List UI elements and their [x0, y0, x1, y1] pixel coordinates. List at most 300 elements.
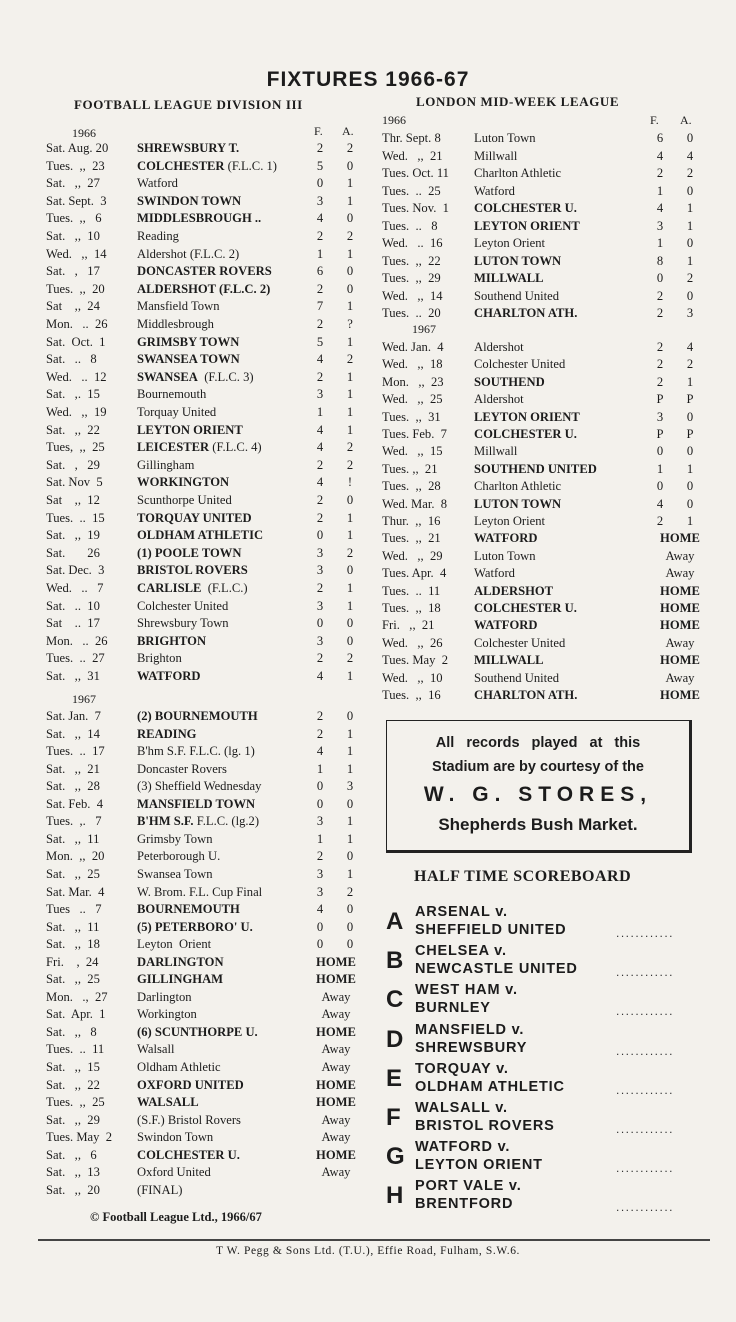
- fixture-opponent: [137, 562, 248, 579]
- fixture-opponent: [137, 527, 263, 544]
- scoreboard-letter: B: [386, 947, 404, 975]
- fixture-row: [46, 457, 366, 474]
- fixture-opponent: [474, 670, 559, 687]
- fixture-row: [46, 919, 366, 936]
- opponent-name: (5) PETERBORO' U.: [137, 919, 253, 934]
- score-blank-dots: ............: [616, 926, 675, 940]
- fixture-date: Fri. , 24: [46, 954, 99, 969]
- goals-against: ?: [347, 317, 353, 331]
- goals-for: 2: [316, 369, 324, 384]
- scoreboard-home-team: PORT VALE v.: [415, 1178, 522, 1195]
- scoreboard-home-team: MANSFIELD v.: [415, 1021, 525, 1038]
- fixture-opponent: [137, 813, 259, 830]
- fixture-note: (F.L.C. 3): [197, 369, 254, 384]
- goals-for: 2: [316, 281, 324, 296]
- fixture-date: Wed. ,, 19: [46, 405, 107, 419]
- goals-against: 0: [686, 479, 694, 494]
- fixture-date: Sat. Dec. 3: [46, 563, 105, 578]
- scoreboard-item-b: [386, 943, 706, 983]
- opponent-name: LUTON TOWN: [474, 496, 562, 511]
- goals-against: 1: [346, 761, 354, 776]
- half-time-scoreboard-title: HALF TIME SCOREBOARD: [414, 868, 632, 885]
- opponent-name: Mansfield Town: [137, 299, 220, 314]
- fixture-date: Wed. ,, 14: [382, 288, 443, 303]
- fixture-row: [46, 884, 366, 901]
- opponent-name: (S.F.) Bristol Rovers: [137, 1112, 241, 1127]
- opponent-name: Bournemouth: [137, 387, 207, 402]
- venue-label: Away: [321, 1165, 351, 1180]
- opponent-name: ALDERSHOT: [474, 583, 554, 598]
- fixture-row: [382, 183, 702, 200]
- venue-label: HOME: [316, 1077, 356, 1092]
- fixture-opponent: [474, 652, 544, 669]
- goals-for: 0: [316, 528, 324, 543]
- fixture-opponent: [474, 426, 577, 443]
- goals-against: 1: [346, 387, 354, 402]
- fixture-row: [46, 1182, 366, 1199]
- fixture-row: [382, 530, 702, 547]
- goals-for: 1: [316, 246, 324, 261]
- venue-label: Away: [665, 566, 695, 581]
- fixture-opponent: [137, 175, 178, 192]
- opponent-name: Middlesbrough: [137, 317, 214, 331]
- page-title: FIXTURES 1966-67: [266, 68, 470, 91]
- opponent-name: Darlington: [137, 989, 192, 1004]
- footer-divider: [38, 1239, 710, 1241]
- fixture-row: [46, 210, 366, 227]
- venue-label: HOME: [660, 583, 700, 598]
- goals-against: 1: [346, 528, 354, 543]
- fixture-opponent: [137, 761, 227, 778]
- opponent-name: SWANSEA TOWN: [137, 352, 240, 367]
- goals-for: 0: [316, 176, 324, 191]
- fixture-opponent: [137, 210, 261, 227]
- goals-against: 4: [686, 340, 694, 354]
- fixture-opponent: [137, 884, 262, 901]
- fixture-note: (F.L.C. 1): [224, 158, 277, 173]
- fixture-date: Tues. Nov. 1: [382, 201, 449, 215]
- fixture-date: Sat. ,, 11: [46, 919, 100, 934]
- goals-for: 0: [656, 271, 664, 285]
- opponent-name: ALDERSHOT (F.L.C. 2): [137, 281, 271, 296]
- fixture-note: (F.L.C.): [201, 581, 248, 595]
- goals-against: 0: [686, 183, 694, 198]
- opponent-name: OXFORD UNITED: [137, 1077, 244, 1092]
- goals-against: 1: [346, 405, 354, 419]
- fixture-opponent: [137, 615, 229, 632]
- fixture-date: Wed. ,, 15: [382, 444, 443, 459]
- fixture-opponent: [137, 1024, 258, 1041]
- fixture-opponent: [474, 617, 537, 634]
- scoreboard-away-team: OLDHAM ATHLETIC: [415, 1078, 565, 1095]
- fixture-row: [382, 218, 702, 235]
- fixture-opponent: [137, 1077, 244, 1094]
- fixture-opponent: [137, 743, 255, 760]
- fixture-date: Sat. , 17: [46, 264, 100, 279]
- fixture-opponent: [474, 339, 524, 356]
- fixture-date: Sat. ,, 22: [46, 422, 100, 437]
- scoreboard-item-f: [386, 1100, 706, 1140]
- opponent-name: LEYTON ORIENT: [137, 422, 243, 437]
- fixture-opponent: [137, 848, 220, 865]
- fixture-row: [46, 633, 366, 650]
- opponent-name: TORQUAY UNITED: [137, 510, 252, 525]
- fixture-opponent: [137, 158, 277, 175]
- fixture-note: (F.L.C. 4): [209, 440, 262, 455]
- fixture-row: [46, 404, 366, 421]
- fixture-date: Sat. ,, 31: [46, 669, 100, 683]
- fixture-date: Sat. ,. 15: [46, 387, 100, 402]
- league-year-1966: 1966: [72, 126, 96, 140]
- fixture-date: Mon. ,, 20: [46, 849, 105, 864]
- venue-label: HOME: [660, 531, 700, 546]
- fixture-date: Sat. ,, 11: [46, 831, 100, 846]
- goals-against: 2: [346, 229, 354, 243]
- goals-for: 0: [316, 937, 324, 952]
- fixture-row: [382, 461, 702, 478]
- fixture-opponent: [474, 600, 577, 617]
- fixture-opponent: [137, 936, 211, 953]
- scoreboard-item-h: [386, 1178, 706, 1218]
- goals-against: 0: [686, 496, 694, 511]
- fixture-opponent: [474, 461, 597, 478]
- fixture-date: Wed. .. 16: [382, 236, 443, 250]
- goals-for: 1: [656, 461, 664, 476]
- opponent-name: COLCHESTER: [137, 158, 225, 173]
- goals-against: 0: [346, 616, 354, 631]
- opponent-name: WATFORD: [474, 531, 538, 546]
- goals-for: 1: [316, 761, 324, 776]
- goals-for: 2: [316, 849, 324, 864]
- fixture-opponent: [137, 919, 253, 936]
- fixture-opponent: [474, 496, 561, 513]
- opponent-name: SOUTHEND UNITED: [474, 461, 597, 476]
- fixture-date: Wed. ,, 18: [382, 357, 443, 372]
- goals-for: 4: [656, 201, 664, 215]
- fixture-row: [46, 1112, 366, 1129]
- fixture-row: [46, 615, 366, 632]
- fixture-date: Tues. ,, 6: [46, 211, 102, 226]
- goals-for: 2: [316, 457, 324, 472]
- goals-for: 4: [656, 148, 664, 163]
- fixture-opponent: [137, 474, 229, 491]
- fixture-date: Sat. ,, 6: [46, 1147, 97, 1162]
- goals-for: 0: [656, 444, 664, 459]
- fixture-row: [46, 369, 366, 386]
- fixture-opponent: [137, 386, 206, 403]
- opponent-name: Workington: [137, 1007, 197, 1022]
- fixture-opponent: [137, 510, 252, 527]
- fixture-date: Sat. Jan. 7: [46, 709, 101, 723]
- venue-label: Away: [321, 1130, 351, 1145]
- fixture-row: [382, 339, 702, 356]
- opponent-name: GILLINGHAM: [137, 972, 224, 987]
- fixture-opponent: [137, 1147, 240, 1164]
- fixture-row: [382, 687, 702, 704]
- goals-for: 4: [656, 496, 664, 511]
- fixture-date: Sat. ,, 13: [46, 1165, 100, 1180]
- score-blank-dots: ............: [616, 1122, 675, 1136]
- venue-label: Away: [321, 1042, 351, 1057]
- goals-for: 4: [316, 440, 324, 455]
- fixture-date: Tues. Feb. 7: [382, 427, 447, 441]
- fixture-date: Sat. ,, 14: [46, 726, 100, 741]
- fixture-row: [46, 1147, 366, 1164]
- fixture-opponent: [474, 530, 537, 547]
- fixture-row: [46, 422, 366, 439]
- fixture-row: [46, 1077, 366, 1094]
- goals-against: 1: [346, 866, 354, 881]
- fixture-row: [46, 158, 366, 175]
- fixture-row: [382, 374, 702, 391]
- opponent-name: Gillingham: [137, 457, 195, 472]
- fixture-opponent: [137, 1041, 174, 1058]
- fixture-opponent: [474, 218, 580, 235]
- league-f-header: F.: [314, 124, 323, 138]
- fixture-row: [46, 598, 366, 615]
- fixture-opponent: [137, 334, 239, 351]
- fixture-row: [46, 298, 366, 315]
- fixture-date: Sat. .. 10: [46, 598, 100, 613]
- opponent-name: BRIGHTON: [137, 633, 207, 648]
- fixture-date: Sat .. 17: [46, 616, 100, 631]
- fixture-opponent: [474, 583, 553, 600]
- fixture-row: [46, 228, 366, 245]
- fixture-opponent: [137, 668, 200, 685]
- records-courtesy-box: [386, 720, 692, 853]
- fixture-opponent: [137, 263, 272, 280]
- opponent-name: Watford: [137, 176, 178, 191]
- opponent-name: Millwall: [474, 148, 518, 163]
- goals-against: 1: [346, 831, 354, 846]
- london-league-title: LONDON MID-WEEK LEAGUE: [416, 94, 620, 109]
- goals-for: 8: [656, 253, 664, 268]
- venue-label: HOME: [316, 1147, 356, 1162]
- scoreboard-letter: A: [386, 908, 404, 935]
- opponent-name: Charlton Athletic: [474, 479, 562, 494]
- fixture-date: Tues .. 7: [46, 902, 102, 917]
- opponent-name: Colchester United: [137, 598, 229, 613]
- goals-for: 6: [656, 131, 664, 145]
- fixture-row: [46, 743, 366, 760]
- venue-label: HOME: [660, 688, 700, 702]
- goals-against: 2: [346, 141, 354, 155]
- fixture-opponent: [474, 183, 515, 200]
- fixture-date: Sat. ,, 22: [46, 1077, 100, 1092]
- fixture-date: Wed. Mar. 8: [382, 496, 448, 511]
- goals-against: 1: [346, 598, 354, 613]
- opponent-name: CHARLTON ATH.: [474, 688, 578, 702]
- scoreboard-away-team: LEYTON ORIENT: [415, 1157, 543, 1174]
- opponent-name: WATFORD: [474, 618, 538, 633]
- goals-for: 4: [316, 422, 324, 437]
- fixture-opponent: [474, 235, 545, 252]
- fixture-opponent: [474, 288, 559, 305]
- opponent-name: Aldershot: [474, 392, 524, 407]
- scoreboard-away-team: BRENTFORD: [415, 1196, 514, 1213]
- goals-for: 2: [316, 726, 324, 741]
- fixture-row: [382, 288, 702, 305]
- scoreboard-letter: G: [386, 1143, 405, 1171]
- fixture-date: Mon. .. 26: [46, 633, 108, 648]
- fixture-opponent: [137, 404, 216, 421]
- fixture-date: Sat. Mar. 4: [46, 884, 105, 899]
- fixture-date: Fri. ,, 21: [382, 618, 435, 633]
- fixture-opponent: [137, 650, 182, 667]
- fixture-row: [382, 409, 702, 426]
- scoreboard-item-a: [386, 904, 706, 944]
- goals-for: 0: [316, 616, 324, 631]
- opponent-name: COLCHESTER U.: [474, 201, 577, 215]
- fixture-opponent: [137, 281, 270, 298]
- fixture-opponent: [474, 391, 524, 408]
- fixture-row: [46, 650, 366, 667]
- goals-against: 3: [686, 306, 694, 320]
- fixture-date: Wed. ,, 14: [46, 246, 107, 261]
- fixture-row: [46, 1094, 366, 1111]
- opponent-name: MIDDLESBROUGH ..: [137, 211, 262, 226]
- records-line-4: Shepherds Bush Market.: [438, 815, 638, 834]
- fixture-row: [382, 635, 702, 652]
- opponent-name: (1) POOLE TOWN: [137, 545, 242, 560]
- fixture-row: [46, 989, 366, 1006]
- opponent-name: MANSFIELD TOWN: [137, 796, 256, 811]
- scoreboard-home-team: WALSALL v.: [415, 1100, 508, 1116]
- fixture-row: [46, 761, 366, 778]
- goals-for: 4: [316, 211, 324, 226]
- fixture-opponent: [137, 831, 213, 848]
- goals-for: 5: [316, 158, 324, 173]
- goals-against: P: [686, 392, 694, 407]
- fixture-row: [46, 1041, 366, 1058]
- opponent-name: Doncaster Rovers: [137, 761, 227, 776]
- fixture-date: Sat. ,, 25: [46, 972, 100, 987]
- fixture-date: Thr. Sept. 8: [382, 131, 441, 145]
- fixture-row: [382, 513, 702, 530]
- fixture-row: [46, 334, 366, 351]
- opponent-name: CARLISLE: [137, 581, 202, 595]
- opponent-name: Reading: [137, 229, 179, 243]
- london-f-header: F.: [650, 113, 659, 127]
- goals-against: 0: [686, 131, 694, 145]
- fixture-date: Mon. ., 27: [46, 989, 108, 1004]
- opponent-name: (3) Sheffield Wednesday: [137, 779, 262, 794]
- opponent-name: (FINAL): [137, 1182, 183, 1197]
- fixture-date: Tues. .. 20: [382, 306, 441, 320]
- goals-for: 2: [656, 340, 664, 354]
- venue-label: Away: [665, 548, 695, 563]
- fixture-row: [382, 548, 702, 565]
- league-year-1967: 1967: [72, 692, 96, 706]
- goals-against: 1: [346, 422, 354, 437]
- fixture-opponent: [137, 545, 242, 562]
- opponent-name: W. Brom. F.L. Cup Final: [137, 884, 263, 899]
- fixture-row: [46, 193, 366, 210]
- goals-for: 1: [656, 236, 664, 250]
- goals-for: 1: [656, 183, 664, 198]
- fixture-opponent: [137, 1059, 221, 1076]
- opponent-name: Brighton: [137, 651, 182, 666]
- fixture-row: [382, 391, 702, 408]
- opponent-name: B'hm S.F. F.L.C. (lg. 1): [137, 744, 255, 759]
- venue-label: HOME: [316, 1024, 356, 1039]
- fixture-date: Wed. ,, 21: [382, 148, 443, 163]
- fixture-date: Sat ,, 24: [46, 299, 100, 314]
- opponent-name: LEYTON ORIENT: [474, 409, 580, 424]
- goals-against: 0: [686, 236, 694, 250]
- fixture-date: Tues. ,, 25: [46, 1095, 105, 1110]
- goals-against: 1: [346, 814, 354, 829]
- goals-for: 3: [316, 563, 324, 578]
- venue-label: Away: [321, 1007, 351, 1022]
- goals-against: 0: [346, 919, 354, 934]
- fixture-row: [46, 562, 366, 579]
- fixture-row: [382, 235, 702, 252]
- fixture-date: Wed. ,, 26: [382, 635, 443, 650]
- goals-for: 4: [316, 352, 324, 367]
- opponent-name: (2) BOURNEMOUTH: [137, 709, 258, 723]
- fixture-row: [46, 439, 366, 456]
- opponent-name: Watford: [474, 183, 515, 198]
- fixture-date: Sat. Apr. 1: [46, 1007, 106, 1022]
- fixture-row: [46, 1024, 366, 1041]
- scoreboard-away-team: NEWCASTLE UNITED: [415, 961, 578, 978]
- fixture-row: [46, 281, 366, 298]
- goals-against: 1: [346, 246, 354, 261]
- fixture-row: [382, 443, 702, 460]
- london-year-1967: 1967: [412, 322, 436, 336]
- goals-for: 3: [316, 633, 324, 648]
- goals-for: 0: [656, 479, 664, 494]
- scoreboard-home-team: WEST HAM v.: [415, 982, 518, 999]
- fixture-row: [46, 246, 366, 263]
- fixture-date: Sat. Nov 5: [46, 475, 103, 490]
- fixture-opponent: [474, 148, 517, 165]
- fixture-date: Sat. Aug. 20: [46, 141, 109, 155]
- fixture-opponent: [474, 200, 577, 217]
- fixture-row: [46, 971, 366, 988]
- goals-for: 3: [316, 598, 324, 613]
- fixture-date: Tues. .. 17: [46, 744, 105, 759]
- opponent-name: Peterborough U.: [137, 849, 221, 864]
- scoreboard-home-team: TORQUAY v.: [415, 1060, 509, 1077]
- goals-against: 1: [346, 299, 354, 314]
- goals-for: 0: [316, 919, 324, 934]
- fixture-opponent: [474, 443, 517, 460]
- fixture-date: Tues. ,, 23: [46, 158, 105, 173]
- goals-for: 2: [316, 581, 324, 595]
- goals-for: 3: [316, 866, 324, 881]
- opponent-name: Grimsby Town: [137, 831, 213, 846]
- fixture-row: [46, 140, 366, 157]
- goals-for: P: [656, 427, 664, 441]
- fixture-opponent: [137, 369, 254, 386]
- goals-against: 1: [686, 201, 694, 215]
- opponent-name: Millwall: [474, 444, 518, 459]
- fixture-row: [46, 848, 366, 865]
- opponent-name: Aldershot (F.L.C. 2): [137, 246, 240, 261]
- london-a-header: A.: [680, 113, 692, 127]
- score-blank-dots: ............: [616, 1043, 675, 1058]
- goals-for: 7: [316, 299, 324, 314]
- goals-for: 4: [316, 902, 324, 917]
- opponent-name: WATFORD: [137, 669, 201, 683]
- fixture-date: Tues. Apr. 4: [382, 566, 447, 581]
- goals-for: 2: [316, 493, 324, 507]
- fixture-date: Sat. .. 8: [46, 352, 97, 367]
- fixture-opponent: [137, 796, 255, 813]
- fixture-opponent: [474, 270, 544, 287]
